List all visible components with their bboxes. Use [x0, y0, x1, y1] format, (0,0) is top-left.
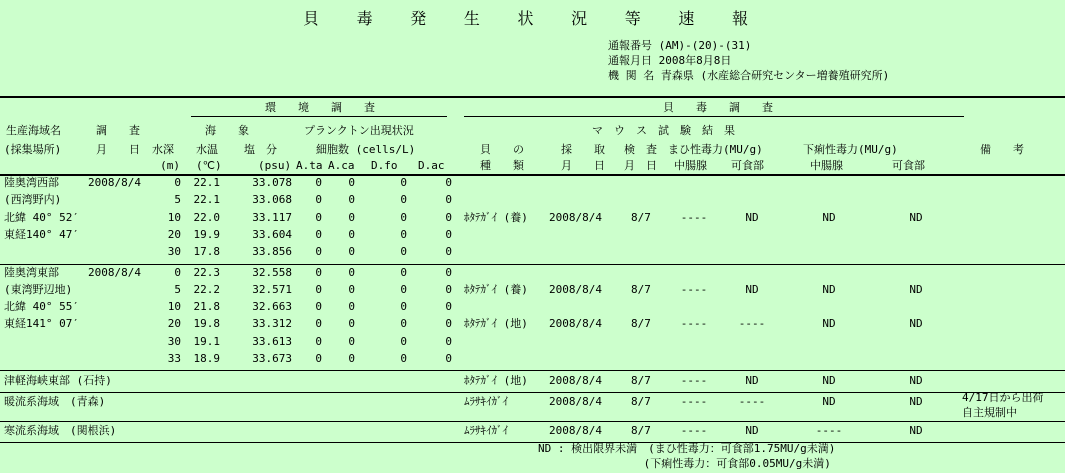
area-line: (東湾野辺地) — [4, 282, 73, 296]
dfo-cell: 0 — [400, 245, 407, 259]
mouse-test-heading: マ ウ ス 試 験 結 果 — [592, 124, 735, 137]
psp-mid-cell: ---- — [680, 395, 708, 409]
dsp-edible-cell: ND — [909, 395, 923, 409]
salinity-cell: 33.613 — [252, 334, 292, 348]
psp-mid-cell: ---- — [680, 210, 708, 224]
dac-cell: 0 — [445, 245, 452, 259]
dsp-edible-cell: ND — [909, 424, 923, 438]
psp-edible-cell: ---- — [738, 395, 766, 409]
species-cell: ﾑﾗｻｷｲｶﾞｲ — [464, 424, 508, 438]
psp-mid-cell: ---- — [680, 282, 708, 296]
depth-heading: 水深 — [152, 143, 174, 156]
aca-cell: 0 — [348, 265, 355, 279]
species-cell: ﾎﾀﾃｶﾞｲ (地) — [464, 317, 528, 331]
aca-cell: 0 — [348, 176, 355, 189]
dac-cell: 0 — [445, 227, 452, 241]
dac-cell: 0 — [445, 282, 452, 296]
inspect-date-cell: 8/7 — [631, 210, 651, 224]
depth-cell: 5 — [174, 193, 181, 207]
aca-cell: 0 — [348, 317, 355, 331]
dac-heading: D.ac — [418, 159, 445, 172]
dfo-cell: 0 — [400, 176, 407, 189]
dsp-mid-heading: 中腸腺 — [810, 159, 843, 172]
env-survey-heading: 環 境 調 査 — [265, 101, 375, 114]
salinity-cell: 33.604 — [252, 227, 292, 241]
aca-cell: 0 — [348, 282, 355, 296]
dfo-cell: 0 — [400, 282, 407, 296]
inspect-date-cell: 8/7 — [631, 317, 651, 331]
inspect-date-cell: 8/7 — [631, 282, 651, 296]
temp-cell: 22.1 — [193, 193, 220, 207]
temp-cell: 19.9 — [193, 227, 220, 241]
dfo-cell: 0 — [400, 210, 407, 224]
temp-cell: 19.1 — [193, 334, 220, 348]
psp-mid-cell: ---- — [680, 424, 708, 438]
notes-heading: 備 考 — [980, 143, 1024, 156]
section-rule — [0, 370, 1065, 371]
report-number: 通報番号 (AM)-(20)-(31) — [608, 39, 752, 52]
ata-cell: 0 — [315, 210, 322, 224]
dac-cell: 0 — [445, 193, 452, 207]
inspect-sub-heading: 月 日 — [624, 159, 657, 172]
row-rule — [0, 421, 1065, 422]
area-line: 北緯 40° 52′ — [4, 210, 79, 224]
dfo-cell: 0 — [400, 317, 407, 331]
cell-count-heading: 細胞数 (cells/L) — [316, 143, 416, 156]
psp-edible-cell: ---- — [738, 317, 766, 331]
ata-heading: A.ta — [296, 159, 323, 172]
sampling-date-cell: 2008/8/4 — [549, 282, 602, 296]
shell-heading: 貝 の — [480, 143, 524, 156]
sampling-date-cell: 2008/8/4 — [549, 317, 602, 331]
salinity-unit: (psu) — [258, 159, 292, 172]
salinity-cell: 32.571 — [252, 282, 292, 296]
depth-unit: (m) — [160, 159, 180, 172]
aca-cell: 0 — [348, 334, 355, 348]
shellfish-underline — [464, 116, 964, 117]
inspect-date-cell: 8/7 — [631, 374, 651, 388]
dfo-cell: 0 — [400, 334, 407, 348]
psp-edible-heading: 可食部 — [731, 159, 764, 172]
sampling-date-cell: 2008/8/4 — [549, 424, 602, 438]
depth-cell: 30 — [167, 334, 181, 348]
ata-cell: 0 — [315, 265, 322, 279]
area-line: 陸奥湾西部 — [4, 176, 59, 189]
salinity-cell: 33.117 — [252, 210, 292, 224]
dfo-cell: 0 — [400, 300, 407, 314]
salinity-cell: 33.068 — [252, 193, 292, 207]
shellfish-survey-heading: 貝 毒 調 査 — [663, 101, 773, 114]
salinity-cell: 33.078 — [252, 176, 292, 189]
temp-cell: 22.1 — [193, 176, 220, 189]
depth-cell: 10 — [167, 300, 181, 314]
depth-cell: 20 — [167, 227, 181, 241]
psp-edible-cell: ND — [745, 424, 759, 438]
ata-cell: 0 — [315, 282, 322, 296]
inspect-heading: 検 査 — [624, 143, 657, 156]
temp-cell: 17.8 — [193, 245, 220, 259]
ata-cell: 0 — [315, 317, 322, 331]
ata-cell: 0 — [315, 227, 322, 241]
dfo-cell: 0 — [400, 193, 407, 207]
legend-footer — [538, 441, 835, 471]
dac-cell: 0 — [445, 176, 452, 189]
dsp-edible-heading: 可食部 — [892, 159, 925, 172]
temp-cell: 19.8 — [193, 317, 220, 331]
species-cell: ﾎﾀﾃｶﾞｲ (地) — [464, 374, 528, 388]
ata-cell: 0 — [315, 300, 322, 314]
area-line: 東経140° 47′ — [4, 227, 79, 241]
area-line: 北緯 40° 55′ — [4, 300, 79, 314]
dsp-mid-cell: ND — [822, 210, 836, 224]
inspect-date-cell: 8/7 — [631, 395, 651, 409]
survey-heading: 調 査 — [96, 124, 140, 137]
temp-cell: 22.2 — [193, 282, 220, 296]
aca-cell: 0 — [348, 227, 355, 241]
psp-edible-cell: ND — [745, 374, 759, 388]
species-cell: ﾎﾀﾃｶﾞｲ (養) — [464, 282, 528, 296]
temp-unit: (℃) — [196, 159, 222, 172]
area-line: (西湾野内) — [4, 193, 62, 207]
area-cell: 暖流系海域 (青森) — [4, 395, 106, 409]
dfo-cell: 0 — [400, 227, 407, 241]
psp-mid-cell: ---- — [680, 374, 708, 388]
ocean-heading: 海 象 — [205, 124, 249, 137]
ata-cell: 0 — [315, 193, 322, 207]
ata-cell: 0 — [315, 176, 322, 189]
page-title: 貝 毒 発 生 状 況 等 速 報 — [302, 9, 763, 28]
row-rule — [0, 392, 1065, 393]
depth-cell: 33 — [167, 352, 181, 365]
ata-cell: 0 — [315, 352, 322, 365]
salinity-cell: 33.856 — [252, 245, 292, 259]
temp-cell: 22.3 — [193, 265, 220, 279]
dsp-mid-cell: ---- — [815, 424, 843, 438]
sampling-date-cell: 2008/8/4 — [549, 374, 602, 388]
agency-name: 機 関 名 青森県 (水産総合研究センター増養殖研究所) — [608, 69, 890, 82]
dac-cell: 0 — [445, 265, 452, 279]
temp-cell: 22.0 — [193, 210, 220, 224]
survey-date: 2008/8/4 — [88, 265, 141, 279]
salinity-cell: 33.312 — [252, 317, 292, 331]
dac-cell: 0 — [445, 334, 452, 348]
report-date: 通報月日 2008年8月8日 — [608, 54, 732, 67]
area-heading: 生産海域名 — [6, 124, 61, 137]
ata-cell: 0 — [315, 334, 322, 348]
dsp-edible-cell: ND — [909, 317, 923, 331]
dsp-edible-cell: ND — [909, 282, 923, 296]
depth-cell: 30 — [167, 245, 181, 259]
depth-cell: 20 — [167, 317, 181, 331]
dsp-edible-cell: ND — [909, 374, 923, 388]
salinity-heading: 塩 分 — [244, 143, 277, 156]
shell-sub-heading: 種 類 — [480, 159, 524, 172]
dac-cell: 0 — [445, 317, 452, 331]
psp-edible-cell: ND — [745, 210, 759, 224]
dsp-mid-cell: ND — [822, 317, 836, 331]
depth-cell: 0 — [174, 176, 181, 189]
aca-cell: 0 — [348, 193, 355, 207]
temp-cell: 18.9 — [193, 352, 220, 365]
aca-cell: 0 — [348, 210, 355, 224]
aca-cell: 0 — [348, 300, 355, 314]
sampling-date-cell: 2008/8/4 — [549, 395, 602, 409]
footer-line-2: (下痢性毒力：可食部0.05MU/g未満) — [538, 457, 831, 470]
sampling-sub-heading: 月 日 — [561, 159, 605, 172]
footer-line-1: ND : 検出限界未満 (まひ性毒力：可食部1.75MU/g未満) — [538, 442, 836, 455]
dsp-mid-cell: ND — [822, 395, 836, 409]
dsp-edible-cell: ND — [909, 210, 923, 224]
note-cell: 4/17日から出荷 — [962, 391, 1044, 405]
species-cell: ﾑﾗｻｷｲｶﾞｲ — [464, 395, 508, 409]
report-meta — [608, 38, 889, 83]
area-line: 陸奥湾東部 — [4, 265, 59, 279]
dac-cell: 0 — [445, 352, 452, 365]
salinity-cell: 32.663 — [252, 300, 292, 314]
note-cell: 自主規制中 — [962, 406, 1017, 420]
sampling-date-cell: 2008/8/4 — [549, 210, 602, 224]
area-line: 東経141° 07′ — [4, 317, 79, 331]
depth-cell: 10 — [167, 210, 181, 224]
section-rule — [0, 264, 1065, 265]
inspect-date-cell: 8/7 — [631, 424, 651, 438]
temp-cell: 21.8 — [193, 300, 220, 314]
dsp-mid-cell: ND — [822, 282, 836, 296]
env-underline — [191, 116, 447, 117]
survey-date: 2008/8/4 — [88, 176, 141, 189]
salinity-cell: 32.558 — [252, 265, 292, 279]
psp-edible-cell: ND — [745, 282, 759, 296]
area-cell: 寒流系海域 (関根浜) — [4, 424, 117, 438]
dsp-mid-cell: ND — [822, 374, 836, 388]
dac-cell: 0 — [445, 300, 452, 314]
depth-cell: 5 — [174, 282, 181, 296]
sampling-heading: 採 取 — [561, 143, 605, 156]
area-cell: 津軽海峡東部 (石持) — [4, 374, 112, 388]
depth-cell: 0 — [174, 265, 181, 279]
aca-cell: 0 — [348, 352, 355, 365]
ata-cell: 0 — [315, 245, 322, 259]
header-top-rule — [0, 96, 1065, 98]
dfo-cell: 0 — [400, 265, 407, 279]
species-cell: ﾎﾀﾃｶﾞｲ (養) — [464, 210, 528, 224]
area-sub-heading: (採集場所) — [4, 143, 62, 156]
psp-mid-cell: ---- — [680, 317, 708, 331]
dac-cell: 0 — [445, 210, 452, 224]
psp-mid-heading: 中腸腺 — [674, 159, 707, 172]
row-rule — [0, 442, 1065, 443]
psp-heading: まひ性毒力(MU/g) — [668, 143, 763, 156]
aca-cell: 0 — [348, 245, 355, 259]
dfo-heading: D.fo — [371, 159, 398, 172]
temp-heading: 水温 — [196, 143, 218, 156]
dsp-heading: 下痢性毒力(MU/g) — [803, 143, 898, 156]
dfo-cell: 0 — [400, 352, 407, 365]
survey-sub-heading: 月 日 — [96, 143, 140, 156]
plankton-heading: プランクトン出現状況 — [304, 124, 414, 137]
salinity-cell: 33.673 — [252, 352, 292, 365]
aca-heading: A.ca — [328, 159, 355, 172]
